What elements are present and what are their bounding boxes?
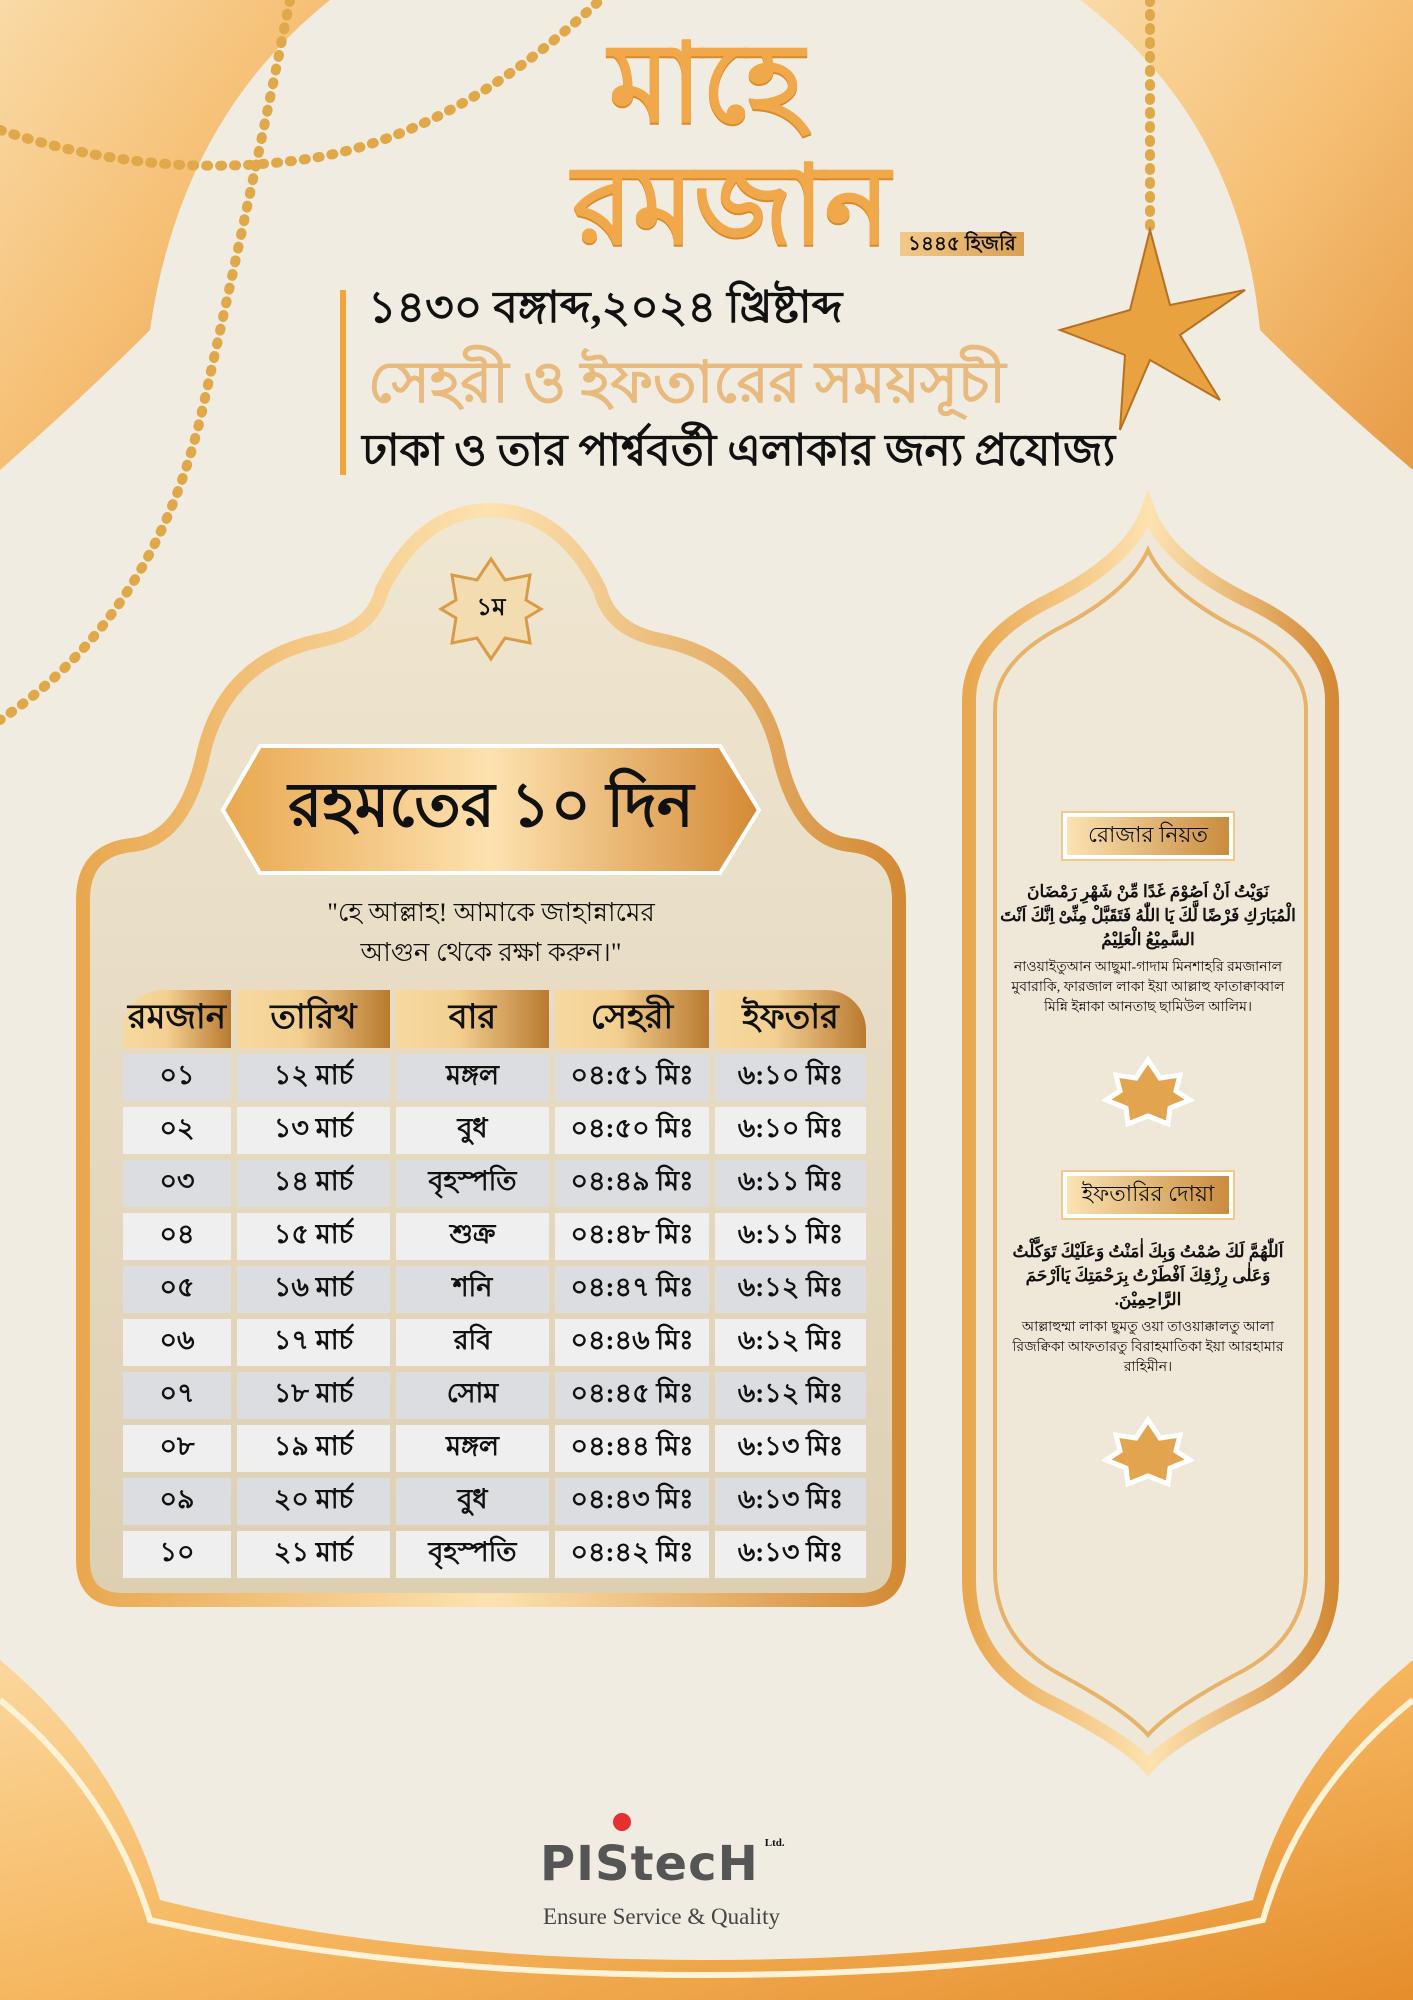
cell-sehri-time: ০৪:৫১ মিঃ [555, 1054, 709, 1101]
cell-sehri-time: ০৪:৪৯ মিঃ [555, 1160, 709, 1207]
niyat-bengali: নাওয়াইতুআন আছুমা-গাদাম মিনশাহরি রমজানাল মুবারাকি, ফারজাল লাকা ইয়া আল্লাহু ফাতাক্বাব্বাল মিন্নি ইন্নাকা আনতাছ ছামিউল আলিম। [1011, 960, 1285, 1015]
hijri-year-badge: ১৪৪৫ হিজরি [900, 232, 1024, 256]
cell-weekday: মঙ্গল [396, 1054, 549, 1101]
cell-weekday: বৃহস্পতি [396, 1160, 549, 1207]
table-row [123, 1266, 866, 1313]
table-row [123, 1372, 866, 1419]
cell-date: ২১ মার্চ [237, 1531, 390, 1578]
cell-iftar-time: ৬:১০ মিঃ [715, 1107, 866, 1154]
header-date: তারিখ [237, 990, 390, 1048]
cell-iftar-time: ৬:১৩ মিঃ [715, 1531, 866, 1578]
header-iftar: ইফতার [715, 990, 866, 1048]
table-row [123, 1107, 866, 1154]
header-ramadan: রমজান [123, 990, 231, 1048]
iftar-dua-arabic: اَللّٰهُمَّ لَكَ صُمْتُ وَبِكَ اٰمَنْتُ وَعَلَيْكَ تَوَكَّلْتُ وَعَلٰى رِزْقِكَ اَفْطَرْتُ بِرَحْمَتِكَ يَااَرْحَمَ الرَّاحِمِيْنَ. [1012, 1242, 1284, 1309]
table-row [123, 1160, 866, 1207]
cell-ramadan-day: ০৪ [123, 1213, 231, 1260]
section-banner: রহমতের ১০ দিন [288, 772, 694, 840]
cell-iftar-time: ৬:১২ মিঃ [715, 1372, 866, 1419]
cell-ramadan-day: ০৬ [123, 1319, 231, 1366]
cell-iftar-time: ৬:১২ মিঃ [715, 1319, 866, 1366]
niyat-block [1000, 880, 1296, 1018]
region-line: ঢাকা ও তার পার্শ্ববর্তী এলাকার জন্য প্রযোজ্য [362, 426, 1116, 475]
ordinal-badge: ১ম [476, 595, 506, 621]
title-line-1: মাহে [609, 23, 804, 145]
cell-date: ১৮ মার্চ [237, 1372, 390, 1419]
schedule-table [117, 984, 872, 1584]
logo-figure-icon [613, 1813, 631, 1831]
logo-tagline: Ensure Service & Quality [543, 1904, 780, 1929]
table-row [123, 1478, 866, 1525]
cell-sehri-time: ০৪:৪৬ মিঃ [555, 1319, 709, 1366]
cell-iftar-time: ৬:১৩ মিঃ [715, 1478, 866, 1525]
cell-sehri-time: ০৪:৪৭ মিঃ [555, 1266, 709, 1313]
header-day: বার [396, 990, 549, 1048]
cell-date: ১৬ মার্চ [237, 1266, 390, 1313]
niyat-arabic: نَوَيْتُ اَنْ اَصُوْمَ غَدًا مِّنْ شَهْرِ رَمْضَانَ الْمُبَارَكِ فَرْضًا لَّكَ يَا اللّٰهُ فَتَقَبَّلْ مِنِّىْ اِنَّكَ اَنْتَ السَّمِيْعُ الْعَلِيْمُ [1000, 882, 1296, 949]
cell-ramadan-day: ০৯ [123, 1478, 231, 1525]
quote-line-1: "হে আল্লাহ! আমাকে জাহান্নামের [327, 898, 655, 927]
cell-weekday: রবি [396, 1319, 549, 1366]
accent-bar [340, 290, 346, 475]
cell-iftar-time: ৬:১২ মিঃ [715, 1266, 866, 1313]
cell-date: ১২ মার্চ [237, 1054, 390, 1101]
star-icon [1060, 230, 1245, 430]
cell-sehri-time: ০৪:৪২ মিঃ [555, 1531, 709, 1578]
cell-ramadan-day: ০৮ [123, 1425, 231, 1472]
cell-weekday: বৃহস্পতি [396, 1531, 549, 1578]
dua-frame [969, 510, 1332, 1766]
cell-date: ১৯ মার্চ [237, 1425, 390, 1472]
cell-weekday: শনি [396, 1266, 549, 1313]
cell-ramadan-day: ০৭ [123, 1372, 231, 1419]
logo-ltd: Ltd. [764, 1837, 785, 1849]
title-line-2: রমজান [572, 145, 890, 267]
cell-weekday: বুধ [396, 1107, 549, 1154]
table-row [123, 1054, 866, 1101]
company-logo-row [540, 1836, 785, 1892]
year-line: ১৪৩০ বঙ্গাব্দ,২০২৪ খ্রিষ্টাব্দ [368, 283, 843, 332]
cell-weekday: মঙ্গল [396, 1425, 549, 1472]
cell-sehri-time: ০৪:৪৮ মিঃ [555, 1213, 709, 1260]
iftar-dua-label: ইফতারির দোয়া [1063, 1172, 1233, 1218]
header-sehri: সেহরী [555, 990, 709, 1048]
cell-sehri-time: ০৪:৪৫ মিঃ [555, 1372, 709, 1419]
cell-date: ২০ মার্চ [237, 1478, 390, 1525]
table-row [123, 1531, 866, 1578]
iftar-dua-block [1000, 1240, 1296, 1378]
cell-sehri-time: ০৪:৪৩ মিঃ [555, 1478, 709, 1525]
cell-ramadan-day: ০২ [123, 1107, 231, 1154]
iftar-dua-bengali: আল্লাহুম্মা লাকা ছুমতু ওয়া তাওয়াক্কালতু আলা রিজক্বিকা আফতারতু বিরাহমাতিকা ইয়া আরহামার রাহিমীন। [1012, 1320, 1284, 1375]
company-logo: PIStecH [540, 1836, 759, 1892]
cell-date: ১৩ মার্চ [237, 1107, 390, 1154]
cell-weekday: শুক্র [396, 1213, 549, 1260]
cell-sehri-time: ০৪:৪৪ মিঃ [555, 1425, 709, 1472]
table-row [123, 1213, 866, 1260]
quote-line-2: আগুন থেকে রক্ষা করুন।" [360, 938, 622, 967]
cell-weekday: বুধ [396, 1478, 549, 1525]
cell-iftar-time: ৬:১১ মিঃ [715, 1213, 866, 1260]
cell-ramadan-day: ০১ [123, 1054, 231, 1101]
table-row [123, 1425, 866, 1472]
cell-iftar-time: ৬:১০ মিঃ [715, 1054, 866, 1101]
niyat-label: রোজার নিয়ত [1063, 813, 1233, 859]
cell-date: ১৫ মার্চ [237, 1213, 390, 1260]
cell-ramadan-day: ১০ [123, 1531, 231, 1578]
cell-weekday: সোম [396, 1372, 549, 1419]
cell-sehri-time: ০৪:৫০ মিঃ [555, 1107, 709, 1154]
cell-iftar-time: ৬:১৩ মিঃ [715, 1425, 866, 1472]
cell-ramadan-day: ০৫ [123, 1266, 231, 1313]
cell-date: ১৪ মার্চ [237, 1160, 390, 1207]
cell-ramadan-day: ০৩ [123, 1160, 231, 1207]
subtitle: সেহরী ও ইফতারের সময়সূচী [368, 350, 1006, 415]
cell-date: ১৭ মার্চ [237, 1319, 390, 1366]
table-row [123, 1319, 866, 1366]
cell-iftar-time: ৬:১১ মিঃ [715, 1160, 866, 1207]
